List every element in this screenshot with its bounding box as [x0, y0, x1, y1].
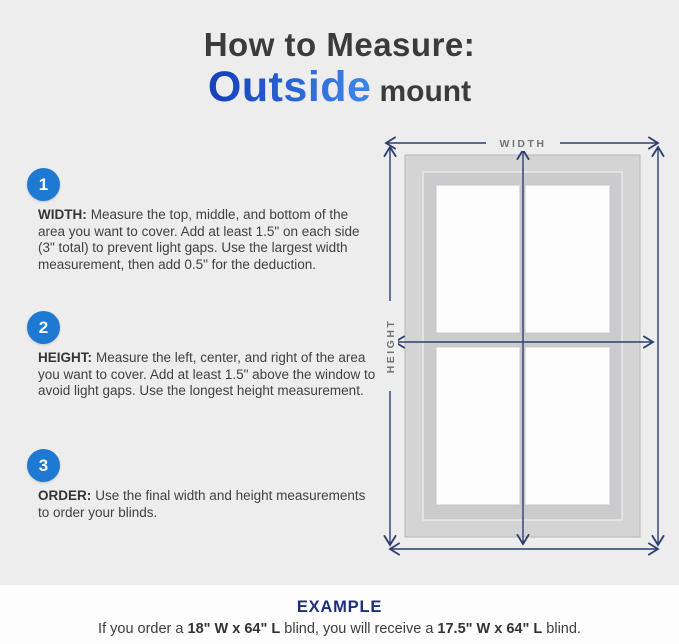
step-width-text [27, 207, 377, 274]
example-receive-size: 17.5" W x 64" L [437, 621, 543, 637]
step-width-body: Measure the top, middle, and bottom of the area you want to cover. Add at least 1.5" on each side (3" total) to prevent light gaps. Use the largest width measurement, then add 0.5" for the deduction. [38, 207, 360, 273]
window-diagram [375, 125, 675, 570]
example-section [0, 585, 679, 644]
height-label: HEIGHT [385, 318, 397, 374]
example-sentence [0, 621, 679, 637]
window-pane-bottom-left [436, 347, 520, 505]
title-highlight: Outside [207, 63, 372, 111]
window-pane-top-left [436, 185, 520, 333]
step-width [27, 168, 377, 274]
step-order-body: Use the final width and height measurements to order your blinds. [38, 488, 366, 520]
title-mount-word: mount [379, 75, 472, 108]
title-line2 [0, 65, 679, 119]
width-label: WIDTH [499, 138, 547, 150]
window-pane-top-right [525, 185, 610, 333]
step-number-badge: 3 [27, 449, 60, 482]
step-order-label: ORDER: [38, 488, 92, 503]
example-suffix: blind. [542, 621, 581, 637]
step-order [27, 449, 377, 521]
step-number-badge: 1 [27, 168, 60, 201]
step-height-text [27, 350, 377, 400]
step-width-label: WIDTH: [38, 207, 87, 222]
step-height-label: HEIGHT: [38, 350, 92, 365]
page-title [0, 26, 679, 119]
step-number-badge: 2 [27, 311, 60, 344]
example-heading: EXAMPLE [296, 598, 383, 616]
example-prefix: If you order a [98, 621, 188, 637]
step-order-text [27, 488, 377, 521]
example-order-size: 18" W x 64" L [187, 621, 281, 637]
step-height-body: Measure the left, center, and right of the area you want to cover. Add at least 1.5" above the window to avoid light gaps. Use the longest height measurement. [38, 350, 376, 399]
example-middle: blind, you will receive a [280, 621, 438, 637]
window-pane-bottom-right [525, 347, 610, 505]
step-height [27, 311, 377, 400]
title-line1: How to Measure: [203, 26, 476, 63]
